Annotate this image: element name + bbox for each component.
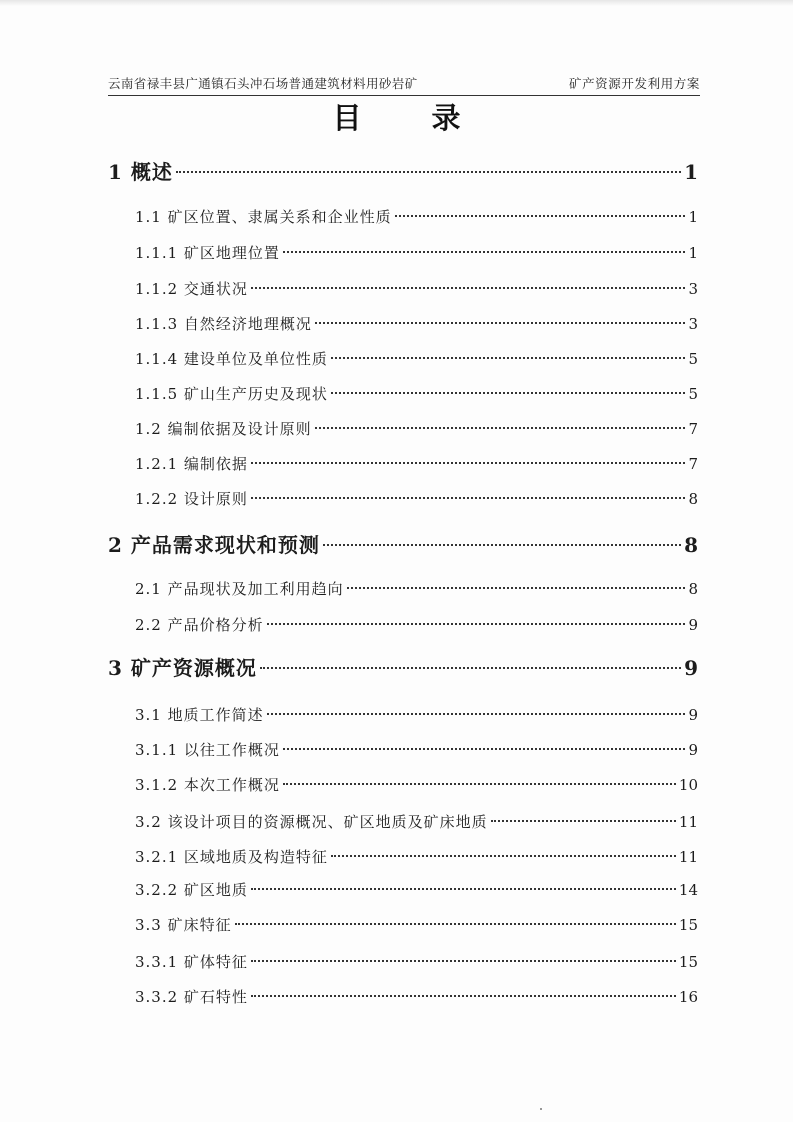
toc-entry-page: 3: [688, 315, 698, 333]
toc-entry[interactable]: [135, 488, 698, 510]
toc-entry[interactable]: [135, 914, 698, 936]
toc-entry-page: 10: [678, 776, 698, 794]
toc-entry[interactable]: [135, 614, 698, 636]
toc-leader-dots: [395, 215, 686, 217]
toc-entry[interactable]: [108, 532, 698, 558]
toc-entry-title: 1 概述: [108, 160, 173, 184]
toc-entry-page: 11: [678, 848, 698, 866]
toc-leader-dots: [267, 623, 686, 625]
toc-entry[interactable]: [135, 206, 698, 228]
toc-entry[interactable]: [135, 986, 698, 1008]
toc-leader-dots: [267, 713, 686, 715]
toc-entry-page: 14: [678, 881, 698, 899]
toc-entry-title: 3.2.1 区域地质及构造特征: [135, 848, 328, 866]
toc-entry-title: 3.1.2 本次工作概况: [135, 776, 280, 794]
toc-entry[interactable]: [135, 418, 698, 440]
page-title: 目 录: [332, 101, 491, 135]
toc-leader-dots: [251, 960, 676, 962]
toc-entry-title: 1.1.1 矿区地理位置: [135, 244, 280, 262]
toc-entry-page: 8: [684, 533, 698, 557]
toc-entry[interactable]: [135, 242, 698, 264]
header-divider: [108, 95, 700, 96]
toc-entry-title: 1.2.2 设计原则: [135, 490, 248, 508]
toc-entry-title: 2.2 产品价格分析: [135, 616, 264, 634]
toc-entry-title: 3.1 地质工作简述: [135, 706, 264, 724]
toc-entry-title: 3 矿产资源概况: [108, 656, 257, 680]
toc-entry-page: 7: [688, 455, 698, 473]
toc-leader-dots: [315, 322, 686, 324]
toc-leader-dots: [283, 251, 686, 253]
toc-entry-page: 15: [678, 916, 698, 934]
toc-entry-page: 8: [688, 490, 698, 508]
toc-entry[interactable]: [108, 655, 698, 681]
toc-entry-title: 3.3 矿床特征: [135, 916, 232, 934]
toc-entry-title: 3.3.2 矿石特性: [135, 988, 248, 1006]
toc-leader-dots: [323, 544, 681, 546]
toc-entry[interactable]: [135, 774, 698, 796]
toc-entry[interactable]: [135, 453, 698, 475]
toc-entry-page: 1: [688, 208, 698, 226]
toc-leader-dots: [251, 995, 676, 997]
toc-entry-page: 9: [688, 706, 698, 724]
toc-leader-dots: [315, 427, 686, 429]
toc-leader-dots: [251, 497, 686, 499]
toc-entry-page: 5: [688, 385, 698, 403]
toc-entry-title: 1.1.4 建设单位及单位性质: [135, 350, 328, 368]
header-project-name: 云南省禄丰县广通镇石头冲石场普通建筑材料用砂岩矿: [108, 76, 418, 91]
toc-leader-dots: [331, 392, 686, 394]
toc-entry-title: 2.1 产品现状及加工利用趋向: [135, 580, 344, 598]
toc-leader-dots: [251, 462, 686, 464]
toc-leader-dots: [491, 820, 676, 822]
toc-entry[interactable]: [135, 951, 698, 973]
toc-entry-page: 15: [678, 953, 698, 971]
toc-entry-page: 1: [684, 160, 698, 184]
toc-entry[interactable]: [135, 278, 698, 300]
toc-entry-title: 1.1.2 交通状况: [135, 280, 248, 298]
scan-speck: [540, 1108, 542, 1110]
toc-leader-dots: [331, 855, 676, 857]
toc-entry[interactable]: [135, 348, 698, 370]
toc-leader-dots: [260, 667, 681, 669]
toc-entry-page: 1: [688, 244, 698, 262]
toc-entry-title: 1.1.5 矿山生产历史及现状: [135, 385, 328, 403]
toc-leader-dots: [251, 888, 676, 890]
toc-leader-dots: [235, 923, 676, 925]
toc-entry[interactable]: [135, 739, 698, 761]
toc-entry-page: 16: [678, 988, 698, 1006]
toc-entry-page: 5: [688, 350, 698, 368]
toc-entry[interactable]: [135, 578, 698, 600]
toc-entry[interactable]: [135, 383, 698, 405]
toc-leader-dots: [283, 783, 676, 785]
toc-leader-dots: [176, 171, 681, 173]
toc-entry-title: 2 产品需求现状和预测: [108, 533, 320, 557]
toc-entry-title: 3.3.1 矿体特征: [135, 953, 248, 971]
toc-entry-page: 11: [678, 813, 698, 831]
toc-entry-title: 3.1.1 以往工作概况: [135, 741, 280, 759]
header-document-type: 矿产资源开发利用方案: [568, 76, 700, 91]
toc-entry[interactable]: [108, 159, 698, 185]
toc-entry-title: 1.1 矿区位置、隶属关系和企业性质: [135, 208, 392, 226]
running-header: [108, 74, 700, 96]
toc-leader-dots: [251, 287, 686, 289]
toc-entry-title: 3.2 该设计项目的资源概况、矿区地质及矿床地质: [135, 813, 488, 831]
toc-entry-title: 1.2 编制依据及设计原则: [135, 420, 312, 438]
toc-entry[interactable]: [135, 811, 698, 833]
toc-entry[interactable]: [135, 313, 698, 335]
toc-entry-page: 3: [688, 280, 698, 298]
toc-entry[interactable]: [135, 879, 698, 901]
toc-leader-dots: [283, 748, 686, 750]
toc-entry-page: 9: [684, 656, 698, 680]
toc-entry[interactable]: [135, 846, 698, 868]
toc-leader-dots: [331, 357, 686, 359]
scan-edge-shadow: [0, 0, 793, 6]
toc-entry[interactable]: [135, 704, 698, 726]
toc-entry-title: 1.2.1 编制依据: [135, 455, 248, 473]
toc-entry-title: 1.1.3 自然经济地理概况: [135, 315, 312, 333]
toc-entry-page: 9: [688, 741, 698, 759]
toc-entry-page: 8: [688, 580, 698, 598]
toc-entry-title: 3.2.2 矿区地质: [135, 881, 248, 899]
toc-leader-dots: [347, 587, 686, 589]
toc-entry-page: 9: [688, 616, 698, 634]
toc-entry-page: 7: [688, 420, 698, 438]
